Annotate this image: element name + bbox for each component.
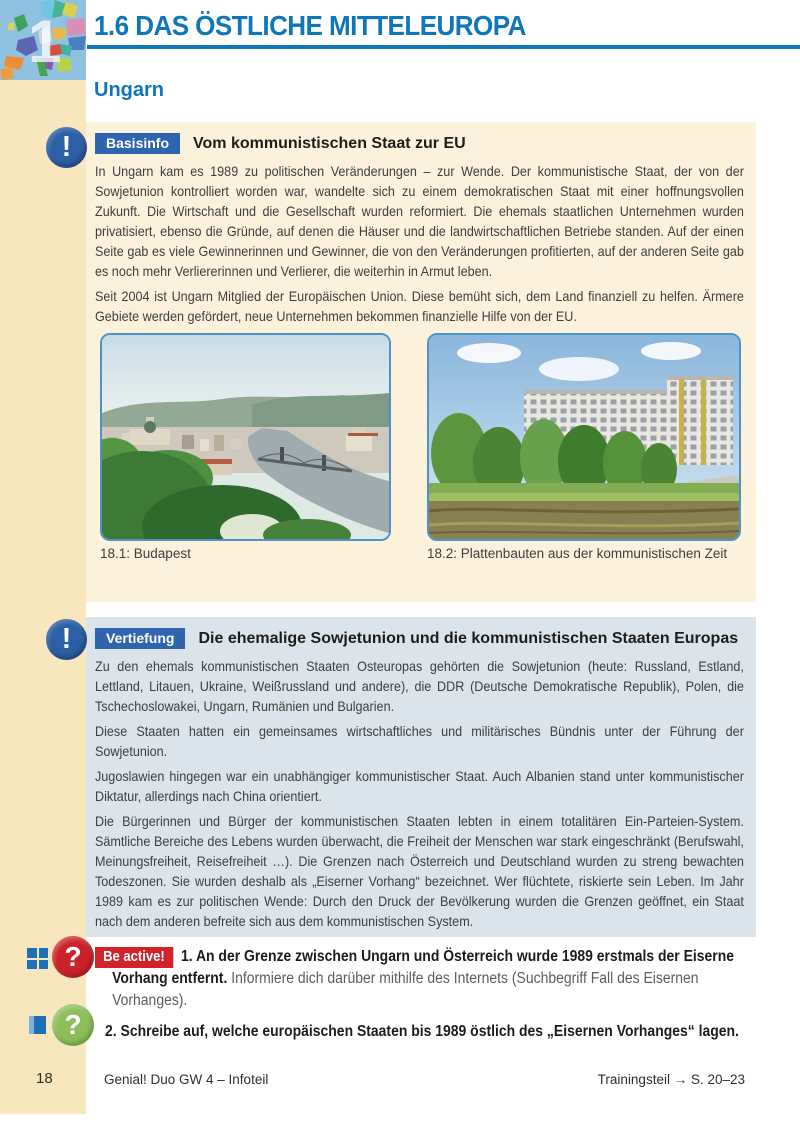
exclamation-icon: ! — [46, 127, 87, 168]
europe-map-icon — [0, 0, 86, 80]
grid-squares-icon — [27, 948, 48, 969]
vertiefung-paragraph: Zu den ehemals kommunistischen Staaten Osteuropas gehörten die Sowjetunion (heute: Russland, Estland, Lettland, Litauen, Ukraine, Weißrussland und andere), die DDR (Deutsche Demokratische Republik), Polen, die Tschechoslowakei, Ungarn, Rumänien und Bulgarien. — [95, 658, 744, 714]
figure-caption: 18.1: Budapest — [100, 546, 191, 561]
basisinfo-badge: Basisinfo — [95, 133, 180, 154]
basisinfo-paragraph: Seit 2004 ist Ungarn Mitglied der Europäischen Union. Diese bemüht sich, dem Land finanziell zu helfen. Ärmere Gebiete werden gefördert, neue Unternehmen bekommen finanzielle Hilfe von der EU. — [95, 288, 744, 324]
vertiefung-badge: Vertiefung — [95, 628, 185, 649]
basisinfo-paragraph: In Ungarn kam es 1989 zu politischen Veränderungen – zur Wende. Der kommunistische Staat, der von der Sowjetunion kontrolliert worden war, wandelte sich zu einem demokratischen Staat mit einer hoffnungsvollen Zukunft. Die Wirtschaft und die Gesellschaft wurden reformiert. Die ehemals staatlichen Unternehmen wurden privatisiert, ebenso die Gründe, auf denen die Häuser und die landwirtschaftlichen Betriebe standen. Auf der einen Seite gab es viele Gewinnerinnen und Gewinner, die von den Veränderungen profitierten, auf der anderen Seite gab es noch mehr Verliererinnen und Verlierer, die weiterhin in Armut leben. — [95, 163, 744, 279]
figure-budapest — [100, 333, 391, 561]
basisinfo-section — [86, 122, 756, 602]
budapest-photo — [100, 333, 391, 541]
footer-book-label: Genial! Duo GW 4 – Infoteil — [104, 1072, 269, 1087]
plattenbau-photo — [427, 333, 741, 541]
svg-text:1: 1 — [28, 8, 62, 75]
section-title-ungarn: Ungarn — [94, 79, 164, 101]
question-icon-green: ? — [52, 1004, 94, 1046]
be-active-section — [86, 946, 756, 1043]
title-rule — [87, 45, 800, 49]
vertiefung-heading: Die ehemalige Sowjetunion und die kommunistischen Staaten Europas — [198, 629, 739, 647]
vertiefung-paragraph: Die Bürgerinnen und Bürger der kommunistischen Staaten lebten in einem totalitären Ein-Parteien-System. Sämtliche Bereiche des Lebens wurden überwacht, die Freiheit der Menschen war stark eingeschränkt (Berufswahl, Meinungsfreiheit, Reisefreiheit …). Die Grenzen nach Österreich und Deutschland wurden zu streng bewachten Todeszonen. Sie wurden deshalb als „Eiserner Vorhang“ bezeichnet. Wer flüchtete, riskierte sein Leben. Im Jahr 1989 kam es zur politischen Wende: Durch den Druck der Bevölkerung wurden die Grenzen geöffnet, ein Staat nach dem anderen befreite sich aus dem kommunistischen System. — [95, 813, 744, 929]
vertiefung-section — [86, 617, 756, 937]
be-active-badge: Be active! — [95, 947, 173, 968]
figure-caption: 18.2: Plattenbauten aus der kommunistischen Zeit — [427, 546, 728, 561]
notebook-icon — [29, 1016, 46, 1034]
figure-plattenbau — [427, 333, 741, 561]
vertiefung-paragraph: Diese Staaten hatten ein gemeinsames wirtschaftliches und militärisches Bündnis unter der Führung der Sowjetunion. — [95, 723, 744, 759]
task-1 — [95, 946, 744, 1012]
task-1-regular-text: Informiere dich darüber mithilfe des Internets (Suchbegriff Fall des Eisernen Vorhanges). — [112, 970, 699, 1009]
basisinfo-heading: Vom kommunistischen Staat zur EU — [193, 134, 466, 152]
page-number: 18 — [36, 1070, 53, 1087]
footer-training-ref: Trainingsteil → S. 20–23 — [597, 1072, 745, 1087]
figure-row — [100, 333, 744, 561]
task-1-bold-text: 1. An der Grenze zwischen Ungarn und Österreich wurde 1989 erstmals der Eiserne Vorhang entfernt. — [112, 948, 734, 987]
question-icon-red: ? — [52, 936, 94, 978]
chapter-title: 1.6 DAS ÖSTLICHE MITTELEUROPA — [94, 10, 526, 41]
exclamation-icon: ! — [46, 619, 87, 660]
vertiefung-paragraph: Jugoslawien hingegen war ein unabhängiger kommunistischer Staat. Auch Albanien stand unter kommunistischer Diktatur, allerdings nach China orientiert. — [95, 768, 744, 804]
task-2 — [105, 1021, 754, 1043]
task-2-bold-text: 2. Schreibe auf, welche europäischen Staaten bis 1989 östlich des „Eisernen Vorhanges“ lagen. — [105, 1023, 739, 1040]
